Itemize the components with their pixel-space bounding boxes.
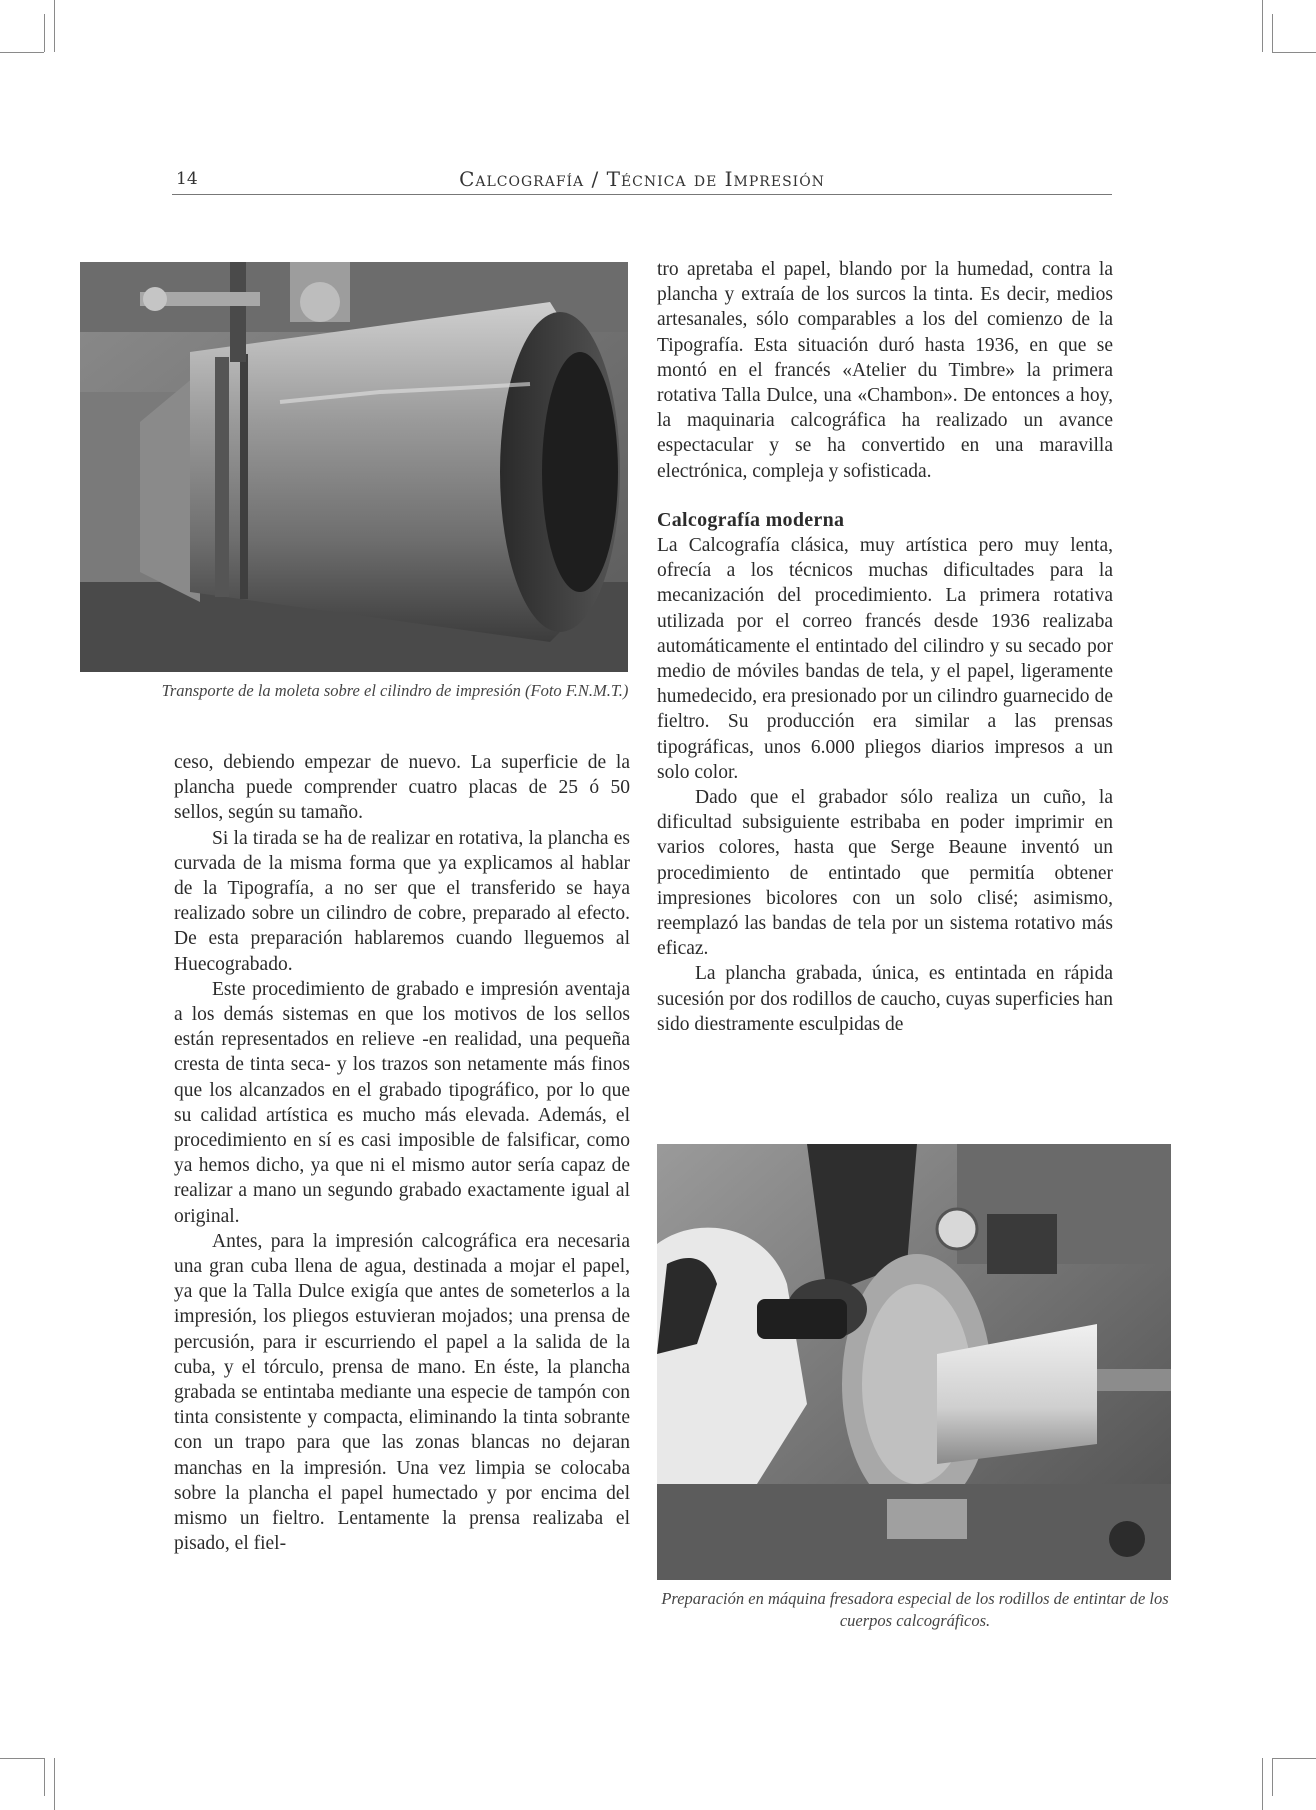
crop-mark — [1262, 0, 1263, 52]
crop-mark — [54, 0, 55, 52]
header-rule — [172, 194, 1112, 195]
crop-mark — [44, 1758, 45, 1796]
photo-milling-machine — [657, 1144, 1171, 1580]
paragraph: Antes, para la impresión calcográfica era necesaria una gran cuba llena de agua, destinada a mojar el papel, ya que la Talla Dulce exigía que antes de someterlos a la impresión, los pliegos estuvieran mojados; una prensa de percusión, para ir escurriendo el papel a la salida de la cuba, y el tórculo, prensa de mano. En éste, la plancha grabada se entintaba mediante una especie de tampón con tinta consistente y compacta, eliminando la tinta sobrante con un trapo para que las zonas blancas no dejaran manchas en la impresión. Una vez limpia se colocaba sobre la plancha el papel humectado y por encima del mismo un fieltro. Lentamente la prensa realizaba el pisado, el fiel- — [174, 1230, 630, 1555]
right-column — [657, 257, 1113, 1037]
crop-mark — [1272, 1758, 1316, 1759]
paragraph: La plancha grabada, única, es entintada en rápida sucesión por dos rodillos de caucho, cuyas superficies han sido diestramente esculpidas de — [657, 963, 1113, 1035]
paragraph: tro apretaba el papel, blando por la humedad, contra la plancha y extraía de los surcos la tinta. Es decir, medios artesanales, sólo comparables a los del comienzo de la Tipografía. Esta situación duró hasta 1936, en que se montó en el francés «Atelier du Timbre» la primera rotativa Talla Dulce, una «Chambon». De entonces a hoy, la maquinaria calcográfica ha realizado un avance espectacular y se ha convertido en una maravilla electrónica, compleja y sofisticada. — [657, 259, 1113, 482]
crop-mark — [1262, 1758, 1263, 1810]
left-column — [174, 750, 630, 1557]
figure-caption-1: Transporte de la moleta sobre el cilindro de impresión (Foto F.N.M.T.) — [161, 681, 629, 700]
crop-mark — [1272, 1758, 1273, 1796]
page-header — [172, 167, 1112, 197]
paragraph: La Calcografía clásica, muy artística pero muy lenta, ofrecía a los técnicos muchas dificultades para la mecanización del procedimiento. La primera rotativa utilizada por el correo francés desde 1936 realizaba automáticamente el entintado del cilindro y su secado por medio de móviles bandas de tela, y el papel, ligeramente humedecido, era presionado por un cilindro guarnecido de fieltro. Su producción era similar a las prensas tipográficas, unos 6.000 pliegos diarios impresos a un solo color. — [657, 535, 1113, 783]
paragraph: Si la tirada se ha de realizar en rotativa, la plancha es curvada de la misma forma que ya explicamos al hablar de la Tipografía, a no ser que el transferido se haya realizado sobre un cilindro de cobre, preparado al efecto. De esta preparación hablaremos cuando lleguemos al Huecograbado. — [174, 827, 630, 975]
figure-caption-2: Preparación en máquina fresadora especial de los rodillos de entintar de los cuerpos calcográficos. — [661, 1589, 1169, 1630]
crop-mark — [0, 52, 44, 53]
crop-mark — [54, 1758, 55, 1810]
paragraph: ceso, debiendo empezar de nuevo. La superficie de la plancha puede comprender cuatro placas de 25 ó 50 sellos, según su tamaño. — [174, 752, 630, 824]
paragraph: Este procedimiento de grabado e impresión aventaja a los demás sistemas en que los motivos de los sellos están representados en relieve -en realidad, una pequeña cresta de tinta seca- y los trazos son netamente más finos que los alcanzados en el grabado tipográfico, por lo que su calidad artística es mucho más elevada. Además, el procedimiento en sí es casi imposible de falsificar, como ya hemos dicho, ya que ni el mismo autor sería capaz de realizar a mano un segundo grabado exactamente igual al original. — [174, 978, 630, 1227]
crop-mark — [0, 1758, 44, 1759]
running-title: Calcografía / Técnica de Impresión — [459, 167, 825, 191]
paragraph: Dado que el grabador sólo realiza un cuño, la dificultad subsiguiente estribaba en poder imprimir en varios colores, hasta que Serge Beaune inventó un procedimiento de entintado que permitía obtener impresiones bicolores con un solo clisé; asimismo, reemplazó las bandas de tela por un sistema rotativo más eficaz. — [657, 787, 1113, 960]
crop-mark — [44, 14, 45, 52]
section-heading: Calcografía moderna — [657, 508, 845, 531]
crop-mark — [1272, 14, 1273, 52]
crop-mark — [1272, 52, 1316, 53]
page-number: 14 — [176, 169, 198, 189]
photo-printing-cylinder — [80, 262, 628, 672]
